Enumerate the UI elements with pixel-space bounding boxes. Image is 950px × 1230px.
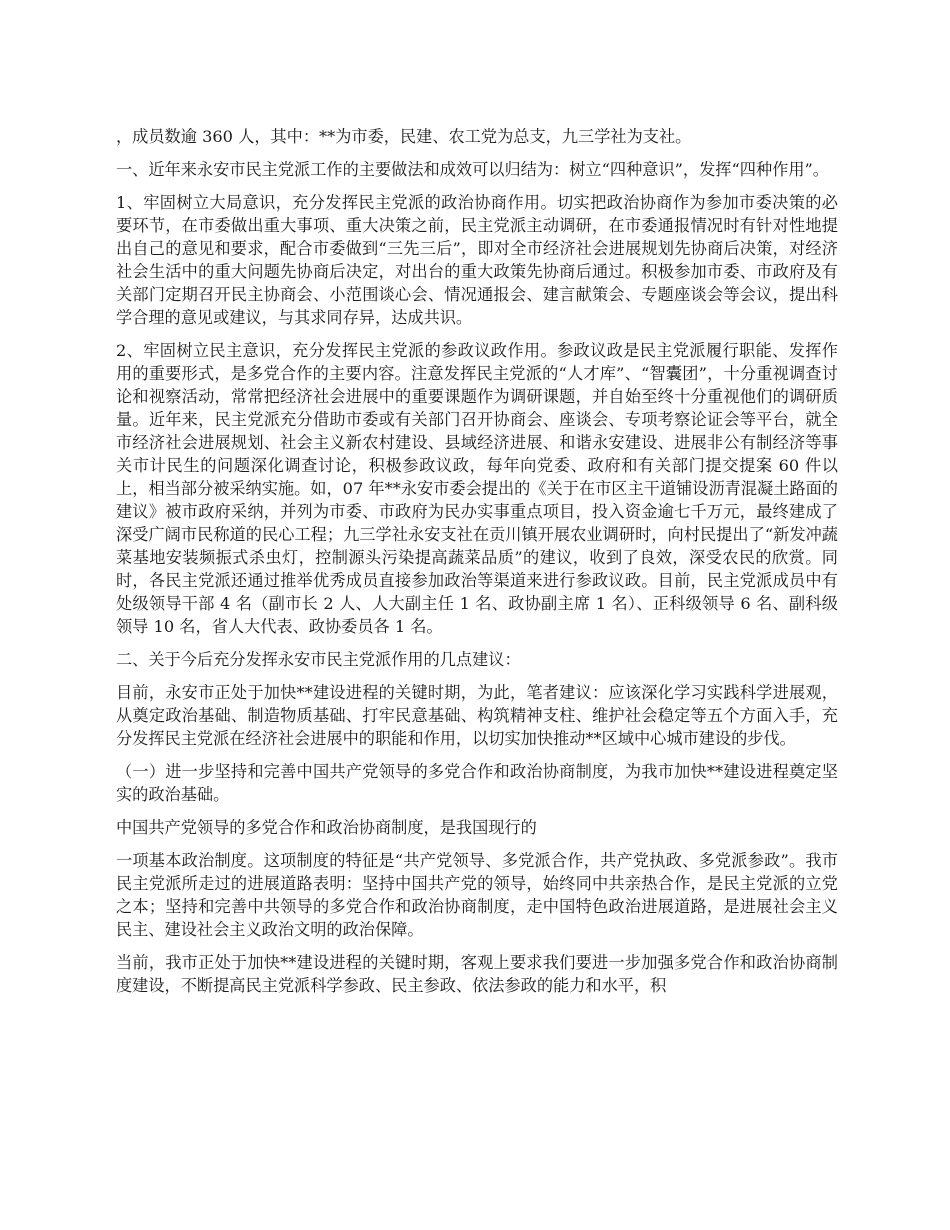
paragraph-intro: ，成员数逾 360 人，其中：**为市委，民建、农工党为总支，九三学社为支社。 xyxy=(116,127,692,146)
paragraph-subsection-1-heading: （一）进一步坚持和完善中国共产党领导的多党合作和政治协商制度，为我市加快**建设进程奠定坚实的政治基础。 xyxy=(116,762,838,804)
paragraph-item-1: 1、牢固树立大局意识，充分发挥民主党派的政治协商作用。切实把政治协商作为参加市委决策的必要环节，在市委做出重大事项、重大决策之前，民主党派主动调研，在市委通报情况时有针对性地提出自己的意见和要求，配合市委做到“三先三后”，即对全市经济社会进展规划先协商后决策，对经济社会生活中的重大问题先协商后决定，对出台的重大政策先协商后通过。积极参加市委、市政府及有关部门定期召开民主协商会、小范围谈心会、情况通报会、建言献策会、专题座谈会等会议，提出科学合理的意见或建议，与其求同存异，达成共识。 xyxy=(116,193,838,327)
paragraph-item-2: 2、牢固树立民主意识，充分发挥民主党派的参政议政作用。参政议政是民主党派履行职能、发挥作用的重要形式，是多党合作的主要内容。注意发挥民主党派的“人才库”、“智囊团”，十分重视调查讨论和视察活动，常常把经济社会进展中的重要课题作为调研课题，并自始至终十分重视他们的调研质量。近年来，民主党派充分借助市委或有关部门召开协商会、座谈会、专项考察论证会等平台，就全市经济社会进展规划、社会主义新农村建设、县域经济进展、和谐永安建设、进展非公有制经济等事关市计民生的问题深化调查讨论，积极参政议政，每年向党委、政府和有关部门提交提案 60 件以上，相当部分被采纳实施。如，07 年**永安市委会提出的《关于在市区主干道铺设沥青混凝土路面的建议》被市政府采纳，并列为市委、市政府为民办实事重点项目，投入资金逾七千万元，最终建成了深受广阔市民称道的民心工程；九三学社永安支社在贡川镇开展农业调研时，向村民提出了“新发冲蔬菜基地安装频振式杀虫灯，控制源头污染提高蔬菜品质”的建议，收到了良效，深受农民的欣赏。同时，各民主党派还通过推举优秀成员直接参加政治等渠道来进行参政议政。目前，民主党派成员中有处级领导干部 4 名（副市长 2 人、人大副主任 1 名、政协副主席 1 名）、正科级领导 6 名、副科级领导 10 名，省人大代表、政协委员各 1 名。 xyxy=(116,341,838,636)
paragraph-system-detail: 一项基本政治制度。这项制度的特征是“共产党领导、多党派合作，共产党执政、多党派参政”。我市民主党派所走过的进展道路表明：坚持中国共产党的领导，始终同中共亲热合作，是民主党派的立党之本；坚持和完善中共领导的多党合作和政治协商制度，走中国特色政治进展道路，是进展社会主义民主、建设社会主义政治文明的政治保障。 xyxy=(116,851,838,939)
paragraph-section-1-heading: 一、近年来永安市民主党派工作的主要做法和成效可以归结为：树立“四种意识”，发挥“四种作用”。 xyxy=(116,160,829,179)
paragraph-system-intro: 中国共产党领导的多党合作和政治协商制度，是我国现行的 xyxy=(116,818,537,837)
paragraph-section-2-heading: 二、关于今后充分发挥永安市民主党派作用的几点建议： xyxy=(116,650,521,669)
paragraph-suggestion-intro: 目前，永安市正处于加快**建设进程的关键时期，为此，笔者建议：应该深化学习实践科学进展观，从奠定政治基础、制造物质基础、打牢民意基础、构筑精神支柱、维护社会稳定等五个方面入手，充分发挥民主党派在经济社会进展中的职能和作用，以切实加快推动**区域中心城市建设的步伐。 xyxy=(116,683,838,748)
paragraph-current-situation: 当前，我市正处于加快**建设进程的关键时期，客观上要求我们要进一步加强多党合作和政治协商制度建设，不断提高民主党派科学参政、民主参政、依法参政的能力和水平，积 xyxy=(116,953,838,995)
